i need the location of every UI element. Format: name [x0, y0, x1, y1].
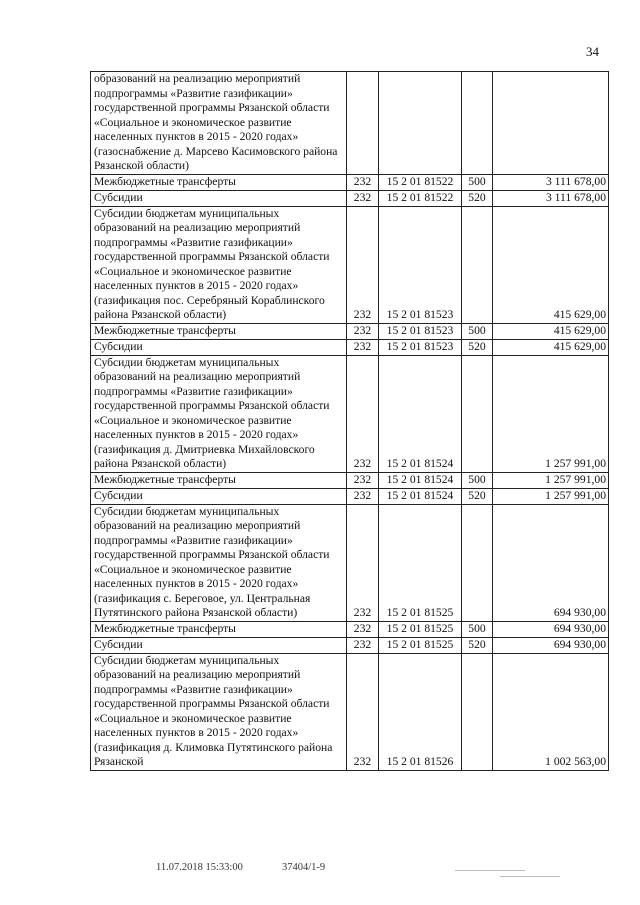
row-name-cell: Субсидии [91, 339, 347, 355]
row-sum-cell: 1 257 991,00 [493, 488, 609, 504]
row-name-cell: Субсидии бюджетам муниципальных образований на реализацию мероприятий подпрограммы «Развитие газификации» государственной программы Рязанской области «Социальное и экономическое развитие населенных пунктов в 2015 - 2020 годах» (газификация д. Климовка Путятинского района Рязанской [91, 653, 347, 770]
row-sum-cell: 415 629,00 [493, 339, 609, 355]
row-gr-cell: 232 [347, 174, 379, 190]
budget-table [90, 71, 609, 771]
row-cs-cell: 15 2 01 81526 [379, 653, 462, 770]
row-sum-cell: 1 257 991,00 [493, 472, 609, 488]
row-vr-cell: 500 [462, 472, 493, 488]
row-vr-cell [462, 653, 493, 770]
row-sum-cell: 694 930,00 [493, 637, 609, 653]
row-gr-cell [347, 72, 379, 175]
row-vr-cell: 520 [462, 339, 493, 355]
row-gr-cell: 232 [347, 206, 379, 323]
row-vr-cell [462, 504, 493, 621]
table-row [91, 653, 609, 770]
row-sum-cell [493, 72, 609, 175]
row-cs-cell: 15 2 01 81523 [379, 323, 462, 339]
row-sum-cell: 694 930,00 [493, 621, 609, 637]
table-row [91, 190, 609, 206]
row-name-cell: Субсидии бюджетам муниципальных образований на реализацию мероприятий подпрограммы «Развитие газификации» государственной программы Рязанской области «Социальное и экономическое развитие населенных пунктов в 2015 - 2020 годах» (газификация с. Береговое, ул. Центральная Путятинского района Рязанской области) [91, 504, 347, 621]
table-row [91, 488, 609, 504]
row-gr-cell: 232 [347, 653, 379, 770]
row-cs-cell: 15 2 01 81525 [379, 637, 462, 653]
table-row [91, 174, 609, 190]
row-vr-cell [462, 206, 493, 323]
row-cs-cell: 15 2 01 81525 [379, 621, 462, 637]
row-gr-cell: 232 [347, 190, 379, 206]
table-row [91, 504, 609, 621]
row-name-cell: Межбюджетные трансферты [91, 472, 347, 488]
row-sum-cell: 1 002 563,00 [493, 653, 609, 770]
row-sum-cell: 694 930,00 [493, 504, 609, 621]
row-gr-cell: 232 [347, 621, 379, 637]
table-row [91, 323, 609, 339]
row-vr-cell: 520 [462, 637, 493, 653]
table-row [91, 206, 609, 323]
row-vr-cell: 500 [462, 323, 493, 339]
row-vr-cell: 520 [462, 190, 493, 206]
scan-artifact [500, 876, 560, 877]
row-gr-cell: 232 [347, 637, 379, 653]
row-name-cell: Субсидии [91, 637, 347, 653]
row-vr-cell: 500 [462, 174, 493, 190]
row-cs-cell: 15 2 01 81524 [379, 488, 462, 504]
row-sum-cell: 1 257 991,00 [493, 355, 609, 472]
table-row [91, 621, 609, 637]
row-gr-cell: 232 [347, 323, 379, 339]
row-sum-cell: 3 111 678,00 [493, 190, 609, 206]
scan-artifact [455, 870, 525, 871]
row-name-cell: Межбюджетные трансферты [91, 621, 347, 637]
row-cs-cell: 15 2 01 81523 [379, 206, 462, 323]
footer-document-code: 37404/1-9 [282, 862, 326, 873]
row-name-cell: Субсидии [91, 190, 347, 206]
row-name-cell: Субсидии бюджетам муниципальных образований на реализацию мероприятий подпрограммы «Развитие газификации» государственной программы Рязанской области «Социальное и экономическое развитие населенных пунктов в 2015 - 2020 годах» (газификация д. Дмитриевка Михайловского района Рязанской области) [91, 355, 347, 472]
page-number: 34 [586, 44, 599, 59]
footer-timestamp: 11.07.2018 15:33:00 [156, 862, 243, 873]
row-name-cell: образований на реализацию мероприятий подпрограммы «Развитие газификации» государственной программы Рязанской области «Социальное и экономическое развитие населенных пунктов в 2015 - 2020 годах» (газоснабжение д. Марсево Касимовского района Рязанской области) [91, 72, 347, 175]
row-gr-cell: 232 [347, 488, 379, 504]
row-cs-cell: 15 2 01 81524 [379, 355, 462, 472]
table-row [91, 72, 609, 175]
row-cs-cell [379, 72, 462, 175]
row-sum-cell: 415 629,00 [493, 323, 609, 339]
table-row [91, 355, 609, 472]
row-name-cell: Межбюджетные трансферты [91, 174, 347, 190]
row-name-cell: Субсидии [91, 488, 347, 504]
row-cs-cell: 15 2 01 81522 [379, 174, 462, 190]
table-row [91, 637, 609, 653]
row-vr-cell: 500 [462, 621, 493, 637]
row-gr-cell: 232 [347, 504, 379, 621]
row-cs-cell: 15 2 01 81524 [379, 472, 462, 488]
row-vr-cell [462, 355, 493, 472]
row-name-cell: Межбюджетные трансферты [91, 323, 347, 339]
row-cs-cell: 15 2 01 81523 [379, 339, 462, 355]
row-cs-cell: 15 2 01 81522 [379, 190, 462, 206]
table-row [91, 339, 609, 355]
row-gr-cell: 232 [347, 339, 379, 355]
row-sum-cell: 3 111 678,00 [493, 174, 609, 190]
row-name-cell: Субсидии бюджетам муниципальных образований на реализацию мероприятий подпрограммы «Развитие газификации» государственной программы Рязанской области «Социальное и экономическое развитие населенных пунктов в 2015 - 2020 годах» (газификация пос. Серебряный Кораблинского района Рязанской области) [91, 206, 347, 323]
row-sum-cell: 415 629,00 [493, 206, 609, 323]
row-vr-cell [462, 72, 493, 175]
row-gr-cell: 232 [347, 472, 379, 488]
row-gr-cell: 232 [347, 355, 379, 472]
budget-table-body [91, 72, 609, 771]
row-vr-cell: 520 [462, 488, 493, 504]
row-cs-cell: 15 2 01 81525 [379, 504, 462, 621]
table-row [91, 472, 609, 488]
